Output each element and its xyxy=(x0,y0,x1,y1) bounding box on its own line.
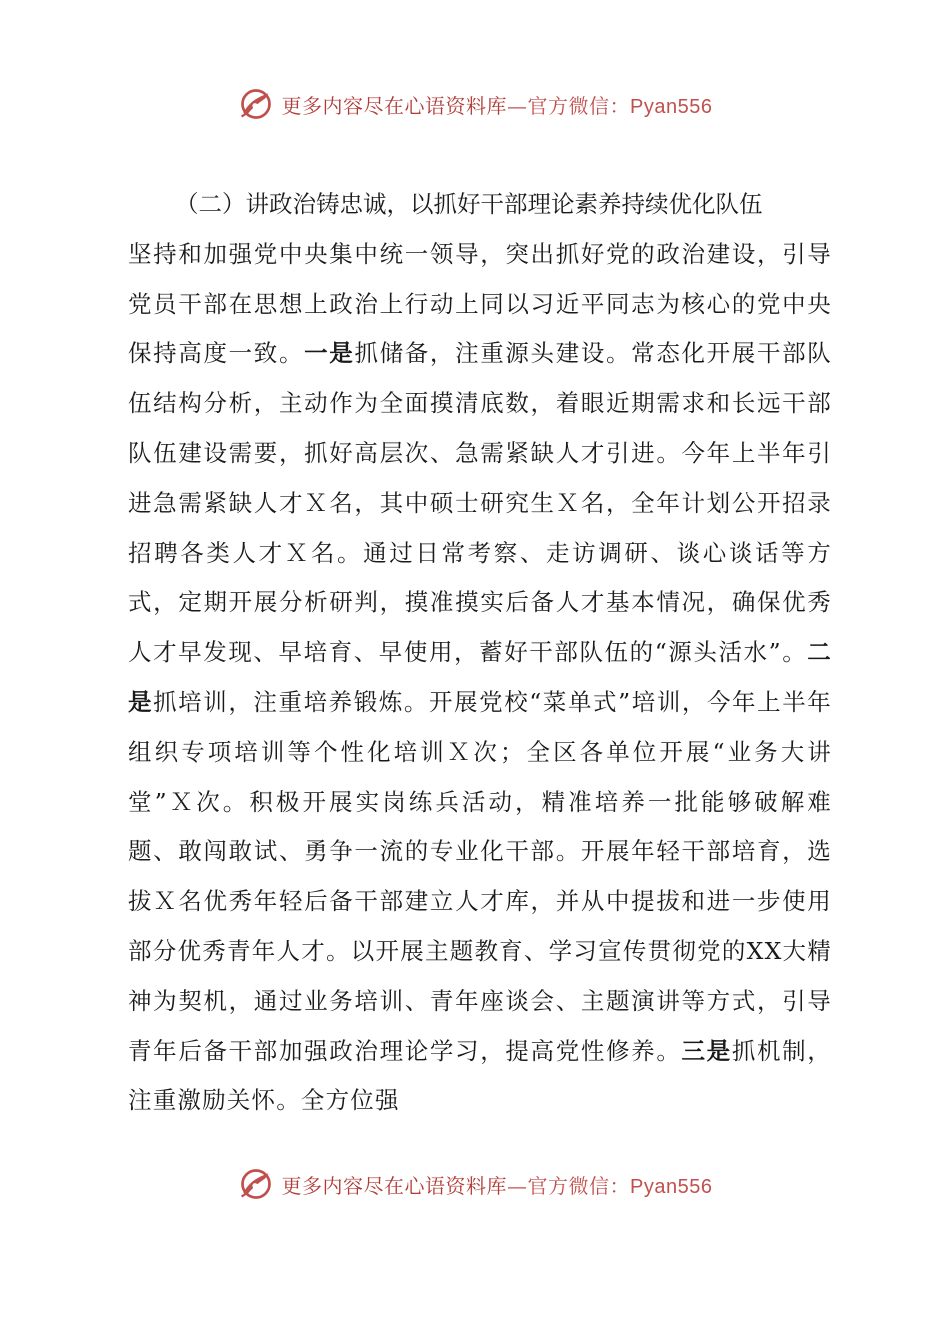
document-body xyxy=(128,180,832,1126)
banner-text xyxy=(282,90,713,119)
banner-wechat-id: Pyan556 xyxy=(630,95,713,118)
pen-nib-logo-icon xyxy=(238,1166,274,1202)
intro-text: 坚持和加强党中央集中统一领导，突出抓好党的政治建设，引导党员干部在思想上政治上行动上同以习近平同志为核心的党中央保持高度一致。 xyxy=(128,239,832,368)
pen-nib-logo-icon xyxy=(238,86,274,122)
banner-official: 官方微信： xyxy=(527,93,631,118)
section-heading: （二）讲政治铸忠诚，以抓好干部理论素养持续优化队伍 xyxy=(175,190,763,218)
banner-label: 更多内容尽在心语资料库 xyxy=(281,93,508,118)
point-2-ordinal: 二是 xyxy=(128,638,832,716)
banner-wechat-id: Pyan556 xyxy=(630,1175,713,1198)
banner-text xyxy=(282,1170,713,1199)
banner-official: 官方微信： xyxy=(527,1173,631,1198)
section-paragraph xyxy=(128,230,832,1126)
footer-banner xyxy=(0,1162,950,1206)
header-banner xyxy=(0,82,950,126)
banner-label: 更多内容尽在心语资料库 xyxy=(281,1173,508,1198)
banner-separator: — xyxy=(507,93,528,118)
point-2-text: 抓培训，注重培养锻炼。开展党校“菜单式”培训，今年上半年组织专项培训等个性化培训Ｘ次；全区各单位开展“业务大讲堂”Ｘ次。积极开展实岗练兵活动，精准培养一批能够破解难题、敢闯敢试、勇争一流的专业化干部。开展年轻干部培育，选拔Ｘ名优秀年轻后备干部建立人才库，并从中提拔和进一步使用部分优秀青年人才。以开展主题教育、学习宣传贯彻党的XX大精神为契机，通过业务培训、青年座谈会、主题演讲等方式，引导青年后备干部加强政治理论学习，提高党性修养。 xyxy=(128,687,832,1065)
point-3-text: 抓机制，注重激励关怀。全方位强 xyxy=(128,1036,832,1115)
point-1-ordinal: 一是 xyxy=(304,339,355,368)
banner-separator: — xyxy=(507,1173,528,1198)
point-3-ordinal: 三是 xyxy=(681,1036,732,1065)
point-1-text: 抓储备，注重源头建设。常态化开展干部队伍结构分析，主动作为全面摸清底数，着眼近期需求和长远干部队伍建设需要，抓好高层次、急需紧缺人才引进。今年上半年引进急需紧缺人才Ｘ名，其中硕士研究生Ｘ名，全年计划公开招录招聘各类人才Ｘ名。通过日常考察、走访调研、谈心谈话等方式，定期开展分析研判，摸准摸实后备人才基本情况，确保优秀人才早发现、早培育、早使用，蓄好干部队伍的“源头活水”。 xyxy=(128,339,832,667)
